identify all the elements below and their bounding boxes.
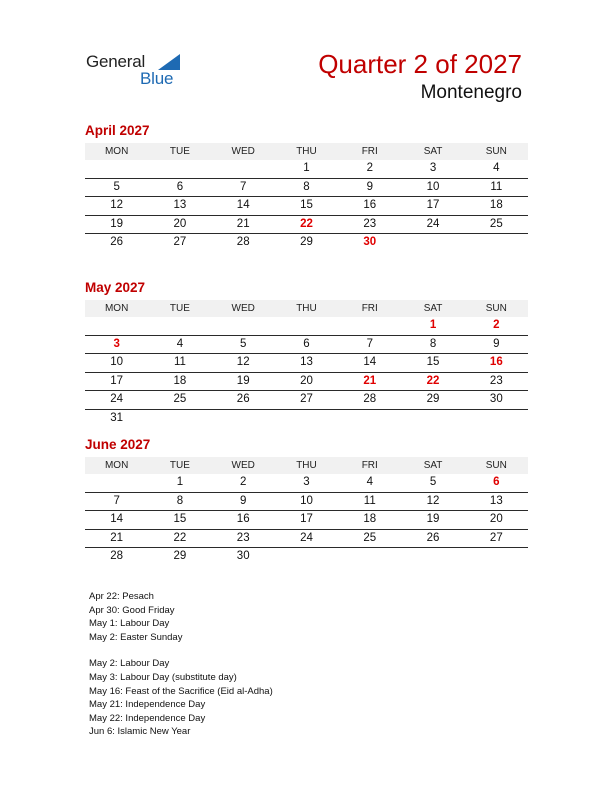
weekday-label: SUN bbox=[485, 303, 507, 314]
calendar-day bbox=[338, 548, 401, 566]
calendar-day bbox=[212, 317, 275, 335]
month-may bbox=[85, 279, 528, 427]
holiday-date: 22 bbox=[300, 217, 313, 230]
calendar-day: 5 bbox=[113, 180, 120, 193]
calendar-day: 31 bbox=[110, 411, 124, 424]
holiday-note: May 3: Labour Day (substitute day) bbox=[89, 671, 237, 683]
week-row bbox=[85, 336, 528, 355]
calendar-day: 9 bbox=[366, 180, 373, 193]
calendar-day: 18 bbox=[489, 199, 503, 211]
calendar-day: 4 bbox=[176, 337, 184, 350]
weekday-label: WED bbox=[231, 303, 255, 314]
calendar-day bbox=[465, 234, 528, 252]
calendar-day: 26 bbox=[426, 531, 440, 544]
weekday-label: SAT bbox=[423, 146, 443, 157]
holiday-note: May 21: Independence Day bbox=[89, 699, 206, 711]
calendar-day: 2 bbox=[240, 476, 247, 488]
calendar-day: 15 bbox=[426, 356, 440, 368]
calendar-day: 4 bbox=[493, 162, 500, 174]
calendar-day: 10 bbox=[110, 356, 124, 368]
calendar-day: 25 bbox=[363, 531, 377, 544]
holiday-date: 3 bbox=[113, 337, 120, 350]
calendar-day: 18 bbox=[173, 374, 187, 387]
calendar-day: 12 bbox=[426, 494, 440, 507]
weekday-label: WED bbox=[231, 460, 255, 471]
calendar-day bbox=[275, 548, 338, 566]
calendar-day: 12 bbox=[110, 199, 124, 211]
week-row bbox=[85, 530, 528, 549]
calendar-day bbox=[148, 317, 211, 335]
week-row bbox=[85, 160, 528, 179]
calendar-day: 24 bbox=[300, 531, 313, 544]
calendar-day: 21 bbox=[110, 531, 124, 544]
calendar-day: 8 bbox=[303, 180, 310, 193]
logo-blue-text: Blue bbox=[140, 69, 174, 88]
calendar-day: 27 bbox=[300, 393, 313, 405]
calendar-day bbox=[338, 410, 401, 428]
calendar-day: 11 bbox=[173, 356, 186, 368]
weekday-header bbox=[85, 143, 528, 160]
calendar-day bbox=[401, 234, 464, 252]
weekday-label: TUE bbox=[169, 146, 190, 157]
calendar-day bbox=[275, 410, 338, 428]
weekday-label: FRI bbox=[361, 146, 378, 157]
holiday-date: 22 bbox=[426, 374, 440, 387]
calendar-day bbox=[85, 160, 148, 178]
calendar-day: 23 bbox=[236, 531, 250, 544]
calendar-day: 27 bbox=[173, 236, 187, 248]
holiday-date: 30 bbox=[363, 236, 377, 248]
calendar-day: 28 bbox=[363, 393, 377, 405]
weekday-label: MON bbox=[104, 146, 129, 157]
calendar-day: 17 bbox=[110, 374, 124, 387]
calendar-day: 30 bbox=[236, 550, 250, 562]
calendar-day bbox=[212, 410, 275, 428]
calendar-day: 9 bbox=[493, 337, 500, 350]
calendar-day: 4 bbox=[366, 476, 373, 488]
calendar-day bbox=[275, 317, 338, 335]
week-row bbox=[85, 493, 528, 512]
month-april bbox=[85, 122, 528, 252]
calendar-day: 3 bbox=[429, 162, 437, 174]
weekday-label: FRI bbox=[361, 303, 378, 314]
calendar-day: 7 bbox=[113, 494, 120, 507]
month-title: May 2027 bbox=[85, 280, 146, 295]
calendar-day: 10 bbox=[426, 180, 440, 193]
calendar-day: 19 bbox=[426, 513, 440, 525]
calendar-day: 3 bbox=[303, 476, 310, 488]
week-row bbox=[85, 216, 528, 235]
calendar-day: 10 bbox=[300, 494, 313, 507]
calendar-day: 21 bbox=[236, 217, 250, 230]
calendar-day: 6 bbox=[176, 180, 184, 193]
calendar-day: 7 bbox=[240, 180, 247, 193]
calendar-day: 5 bbox=[240, 337, 247, 350]
calendar-day: 26 bbox=[110, 236, 124, 248]
holiday-note: Apr 22: Pesach bbox=[89, 591, 154, 602]
holiday-note: May 22: Independence Day bbox=[89, 712, 206, 724]
calendar-day: 7 bbox=[366, 337, 373, 350]
calendar-day: 20 bbox=[300, 374, 313, 387]
calendar-day: 20 bbox=[489, 513, 503, 525]
weekday-label: THU bbox=[296, 303, 317, 314]
calendar-day: 14 bbox=[363, 356, 377, 368]
calendar-day bbox=[401, 548, 464, 566]
holiday-note: May 2: Labour Day bbox=[89, 658, 170, 670]
calendar-day: 24 bbox=[110, 393, 124, 405]
logo-general-text: General bbox=[86, 52, 146, 71]
weekday-label: MON bbox=[104, 303, 129, 314]
week-row bbox=[85, 391, 528, 410]
calendar-day: 17 bbox=[300, 513, 313, 525]
calendar-day: 15 bbox=[173, 513, 187, 525]
calendar-day: 1 bbox=[176, 476, 184, 488]
calendar-day: 15 bbox=[300, 199, 313, 211]
weekday-header bbox=[85, 457, 528, 474]
week-row bbox=[85, 317, 528, 336]
calendar-day: 14 bbox=[236, 199, 250, 211]
holiday-note: May 16: Feast of the Sacrifice (Eid al-Adha) bbox=[89, 685, 273, 697]
calendar-day: 19 bbox=[110, 217, 124, 230]
week-row bbox=[85, 179, 528, 198]
calendar-day: 16 bbox=[236, 513, 250, 525]
calendar-day: 27 bbox=[489, 531, 503, 544]
calendar-day bbox=[465, 548, 528, 566]
holiday-notes bbox=[89, 590, 273, 739]
calendar-day bbox=[401, 410, 464, 428]
weekday-label: THU bbox=[296, 460, 317, 471]
calendar-day bbox=[85, 317, 148, 335]
calendar-day: 29 bbox=[426, 393, 440, 405]
calendar-day: 25 bbox=[173, 393, 187, 405]
calendar-day: 20 bbox=[173, 217, 187, 230]
month-title: June 2027 bbox=[85, 437, 151, 452]
calendar-day: 28 bbox=[236, 236, 250, 248]
calendar-day: 13 bbox=[173, 199, 187, 211]
calendar-day bbox=[212, 160, 275, 178]
weekday-label: TUE bbox=[169, 303, 190, 314]
week-row bbox=[85, 354, 528, 373]
calendar-day bbox=[85, 474, 148, 492]
calendar-day: 12 bbox=[236, 356, 250, 368]
weekday-label: SAT bbox=[423, 460, 443, 471]
month-june bbox=[85, 436, 528, 566]
calendar-day: 22 bbox=[173, 531, 187, 544]
calendar-day: 29 bbox=[300, 236, 313, 248]
calendar-day: 6 bbox=[303, 337, 310, 350]
logo-triangle-icon bbox=[158, 54, 180, 70]
holiday-note: Jun 6: Islamic New Year bbox=[89, 726, 191, 738]
calendar-day: 9 bbox=[240, 494, 247, 507]
calendar-day bbox=[465, 410, 528, 428]
weekday-label: SUN bbox=[485, 146, 507, 157]
notes-group-2 bbox=[89, 657, 273, 739]
calendar-day: 28 bbox=[110, 550, 124, 562]
calendar-day: 19 bbox=[236, 374, 250, 387]
week-row bbox=[85, 373, 528, 392]
weekday-label: SUN bbox=[485, 460, 507, 471]
calendar-day: 11 bbox=[490, 180, 503, 193]
calendar-day: 5 bbox=[429, 476, 437, 488]
calendar-day: 17 bbox=[426, 199, 440, 211]
week-row bbox=[85, 234, 528, 252]
holiday-date: 6 bbox=[493, 476, 500, 488]
calendar-day: 2 bbox=[366, 162, 373, 174]
calendar-day: 23 bbox=[363, 217, 377, 230]
calendar-day: 16 bbox=[363, 199, 377, 211]
page-title: Quarter 2 of 2027 bbox=[318, 49, 522, 79]
calendar-day: 18 bbox=[363, 513, 377, 525]
calendar-day: 8 bbox=[429, 337, 437, 350]
calendar-day: 14 bbox=[110, 513, 124, 525]
country-name: Montenegro bbox=[420, 82, 522, 103]
weekday-label: MON bbox=[104, 460, 129, 471]
week-row bbox=[85, 410, 528, 428]
weekday-label: FRI bbox=[361, 460, 378, 471]
notes-group-1 bbox=[89, 590, 273, 644]
holiday-note: Apr 30: Good Friday bbox=[89, 604, 175, 616]
weekday-label: TUE bbox=[169, 460, 190, 471]
calendar-day bbox=[148, 410, 211, 428]
calendar-day: 29 bbox=[173, 550, 187, 562]
calendar-day: 24 bbox=[426, 217, 440, 230]
month-title: April 2027 bbox=[85, 123, 150, 138]
logo bbox=[86, 52, 196, 92]
calendar-day: 30 bbox=[489, 393, 503, 405]
weekday-header bbox=[85, 300, 528, 317]
holiday-note: May 2: Easter Sunday bbox=[89, 631, 183, 643]
calendar-day: 8 bbox=[176, 494, 184, 507]
holiday-note: May 1: Labour Day bbox=[89, 618, 170, 630]
weekday-label: THU bbox=[296, 146, 317, 157]
weekday-label: WED bbox=[231, 146, 255, 157]
calendar-day bbox=[148, 160, 211, 178]
holiday-date: 21 bbox=[363, 374, 377, 387]
calendar-day: 26 bbox=[236, 393, 250, 405]
week-row bbox=[85, 548, 528, 566]
holiday-date: 2 bbox=[493, 319, 500, 331]
holiday-date: 1 bbox=[429, 319, 437, 331]
calendar-day: 13 bbox=[300, 356, 313, 368]
calendar-day: 1 bbox=[303, 162, 310, 174]
week-row bbox=[85, 197, 528, 216]
calendar-day bbox=[338, 317, 401, 335]
week-row bbox=[85, 474, 528, 493]
calendar-day: 13 bbox=[489, 494, 503, 507]
calendar-day: 23 bbox=[489, 374, 503, 387]
week-row bbox=[85, 511, 528, 530]
weekday-label: SAT bbox=[423, 303, 443, 314]
calendar-day: 25 bbox=[489, 217, 503, 230]
holiday-date: 16 bbox=[489, 356, 503, 368]
calendar-day: 11 bbox=[363, 494, 376, 507]
